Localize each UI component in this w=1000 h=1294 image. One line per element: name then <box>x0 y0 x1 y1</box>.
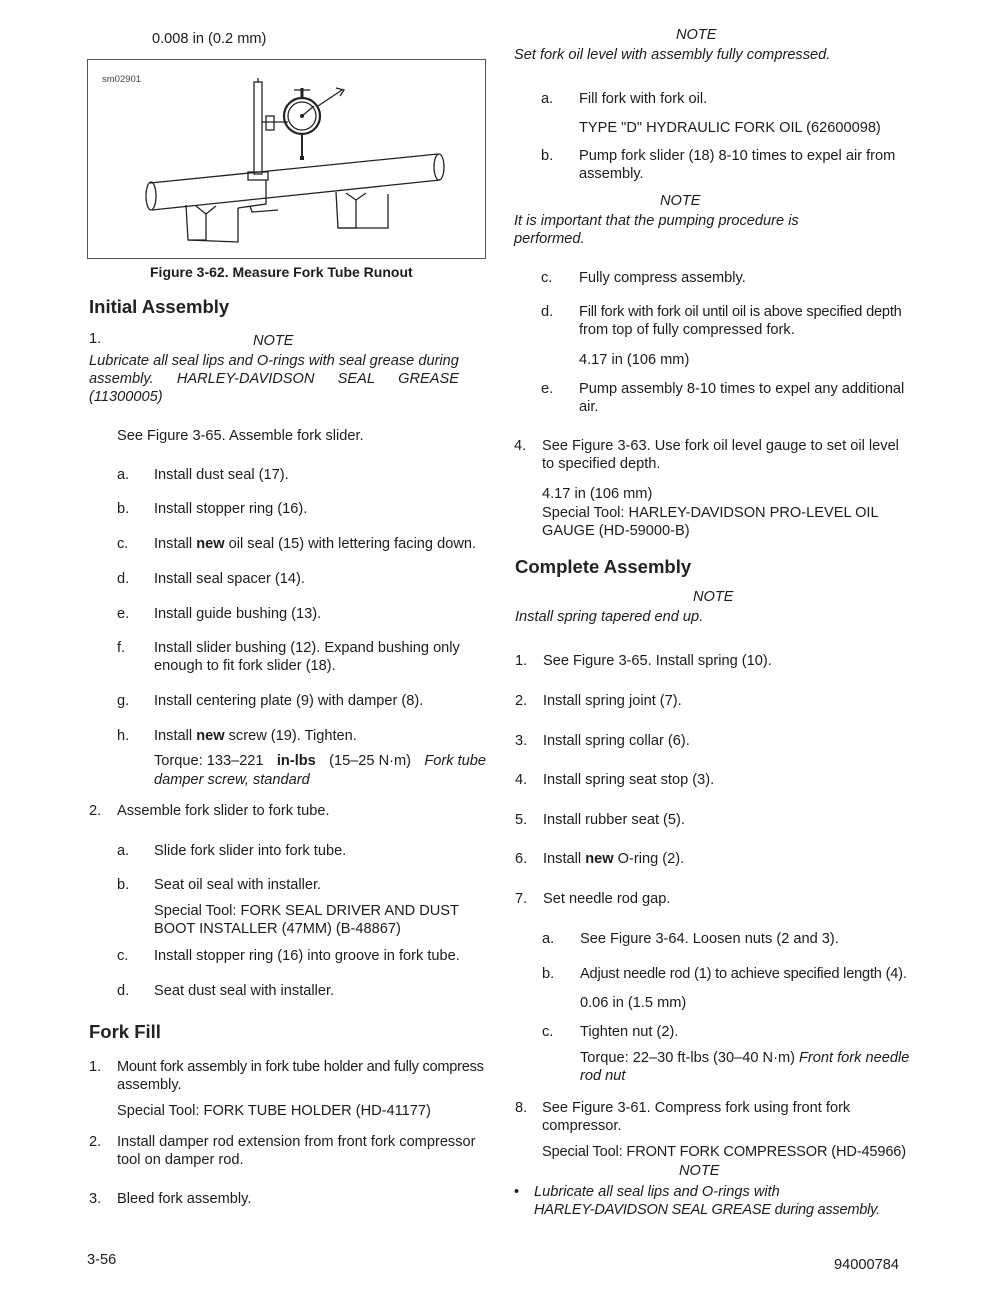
step2-d-text: Seat dust seal with installer. <box>154 983 335 999</box>
note2-line1: It is important that the pumping procedure is <box>514 213 799 229</box>
bullet-line2: HARLEY-DAVIDSON SEAL GREASE during assembly. <box>534 1202 880 1218</box>
note-lubricate-line3: (11300005) <box>89 389 163 405</box>
step2-c-text: Install stopper ring (16) into groove in fork tube. <box>154 948 460 964</box>
fill-d-letter: d. <box>541 304 554 320</box>
needle-torque-desc: Front fork needle <box>799 1050 910 1066</box>
figure-fork-runout <box>87 59 486 259</box>
item-e-letter: e. <box>117 606 130 622</box>
fill-d-line2: from top of fully compressed fork. <box>579 322 795 338</box>
ca-sub-c-text: Tighten nut (2). <box>580 1024 679 1040</box>
item-h-post: screw (19). Tighten. <box>224 728 357 744</box>
item-b-letter: b. <box>117 501 130 517</box>
fork-tube-holder-tool: Special Tool: FORK TUBE HOLDER (HD-41177) <box>117 1103 431 1119</box>
item-g-letter: g. <box>117 693 130 709</box>
figure-id: sm02901 <box>102 74 142 85</box>
document-number: 94000784 <box>834 1257 899 1273</box>
ca-sub-b-letter: b. <box>542 966 555 982</box>
bullet-dot: • <box>514 1184 520 1200</box>
ca-step-2-number: 2. <box>515 693 528 709</box>
fill-b-letter: b. <box>541 148 554 164</box>
ca-step-6-pre: Install <box>543 851 586 867</box>
fill-step-2-number: 2. <box>89 1134 102 1150</box>
step2-a-letter: a. <box>117 843 130 859</box>
fill-step-3-number: 3. <box>89 1191 102 1207</box>
step-4-line1: See Figure 3-63. Use fork oil level gauge to set oil level <box>542 438 899 454</box>
item-h-text <box>154 727 357 745</box>
ca-sub-c-letter: c. <box>542 1024 554 1040</box>
special-tool-seal-driver-line2: BOOT INSTALLER (47MM) (B-48867) <box>154 921 401 937</box>
needle-rod-gap: 0.06 in (1.5 mm) <box>580 995 687 1011</box>
fill-step-1-number: 1. <box>89 1059 102 1075</box>
ca-step-3-text: Install spring collar (6). <box>543 733 690 749</box>
note2-line2: performed. <box>514 231 585 247</box>
ca-step-4-text: Install spring seat stop (3). <box>543 772 715 788</box>
fill-a-text: Fill fork with fork oil. <box>579 91 708 107</box>
step2-d-letter: d. <box>117 983 130 999</box>
ca-step-1-number: 1. <box>515 653 528 669</box>
ca-sub-a-text: See Figure 3-64. Loosen nuts (2 and 3). <box>580 931 839 947</box>
fill-step-1-line1: Mount fork assembly in fork tube holder and fully compress <box>117 1059 484 1075</box>
ca-step-4-number: 4. <box>515 772 528 788</box>
fill-step-3-text: Bleed fork assembly. <box>117 1191 252 1207</box>
item-f-letter: f. <box>117 640 126 656</box>
fill-d-line1: Fill fork with fork oil until oil is above specified depth <box>579 304 902 320</box>
runout-spec: 0.008 in (0.2 mm) <box>152 31 267 47</box>
note1-title: NOTE <box>676 27 717 43</box>
ca-step-6-bold: new <box>585 851 614 867</box>
heading-initial-assembly: Initial Assembly <box>89 296 230 317</box>
ca-step-5-number: 5. <box>515 812 528 828</box>
note-lubricate-line1: Lubricate all seal lips and O-rings with seal grease during <box>89 353 459 369</box>
ca-step-6-text <box>543 850 684 868</box>
fill-e-line1: Pump assembly 8-10 times to expel any additional <box>579 381 905 397</box>
fill-step-2-line2: tool on damper rod. <box>117 1152 244 1168</box>
oil-type: TYPE "D" HYDRAULIC FORK OIL (62600098) <box>579 120 881 136</box>
step-1-number: 1. <box>89 331 102 347</box>
item-g-text: Install centering plate (9) with damper (8). <box>154 693 424 709</box>
item-h-pre: Install <box>154 728 197 744</box>
step2-c-letter: c. <box>117 948 129 964</box>
item-d-text: Install seal spacer (14). <box>154 571 305 587</box>
fill-c-letter: c. <box>541 270 553 286</box>
complete-note-title: NOTE <box>693 589 734 605</box>
bullet-line1: Lubricate all seal lips and O-rings with <box>534 1184 780 1200</box>
fill-b-line2: assembly. <box>579 166 644 182</box>
fill-step-1-line2: assembly. <box>117 1077 182 1093</box>
step-4-line2: to specified depth. <box>542 456 661 472</box>
note-l2-b: HARLEY-DAVIDSON <box>176 371 315 387</box>
torque-screw-line1 <box>154 752 486 770</box>
item-b-text: Install stopper ring (16). <box>154 501 308 517</box>
note-l2-a: assembly. <box>89 371 154 387</box>
special-tool-seal-driver-line1: Special Tool: FORK SEAL DRIVER AND DUST <box>154 903 459 919</box>
item-e-text: Install guide bushing (13). <box>154 606 322 622</box>
note1-text: Set fork oil level with assembly fully compressed. <box>514 47 831 63</box>
item-c-letter: c. <box>117 536 129 552</box>
ca-step-2-text: Install spring joint (7). <box>543 693 682 709</box>
ca-step-3-number: 3. <box>515 733 528 749</box>
fork-runout-illustration <box>88 60 485 258</box>
needle-nut-torque-line2: rod nut <box>580 1068 626 1084</box>
oil-depth-2: 4.17 in (106 mm) <box>542 486 653 502</box>
ca-step-6-post: O-ring (2). <box>613 851 685 867</box>
item-h-letter: h. <box>117 728 130 744</box>
compressor-note-title: NOTE <box>679 1163 720 1179</box>
needle-nut-torque-line1 <box>580 1049 909 1067</box>
item-c-pre: Install <box>154 536 197 552</box>
ca-sub-b-text: Adjust needle rod (1) to achieve specified length (4). <box>580 966 907 982</box>
note-l2-d: GREASE <box>398 371 459 387</box>
step2-a-text: Slide fork slider into fork tube. <box>154 843 347 859</box>
item-d-letter: d. <box>117 571 130 587</box>
ca-step-6-number: 6. <box>515 851 528 867</box>
item-f-line2: enough to fit fork slider (18). <box>154 658 336 674</box>
fill-a-letter: a. <box>541 91 554 107</box>
ca-step-8-line1: See Figure 3-61. Compress fork using front fork <box>542 1100 851 1116</box>
item-c-text <box>154 535 476 553</box>
page-number: 3-56 <box>87 1252 117 1268</box>
figure-caption: Figure 3-62. Measure Fork Tube Runout <box>150 264 413 280</box>
fill-e-letter: e. <box>541 381 554 397</box>
torque-metric: (15–25 N·m) <box>329 753 412 769</box>
torque-screw-line2: damper screw, standard <box>154 772 310 788</box>
note-title: NOTE <box>253 333 294 349</box>
front-fork-compressor-tool: Special Tool: FRONT FORK COMPRESSOR (HD-45966) <box>542 1144 906 1160</box>
ca-step-7-number: 7. <box>515 891 528 907</box>
fill-b-line1: Pump fork slider (18) 8-10 times to expel air from <box>579 148 896 164</box>
item-a-text: Install dust seal (17). <box>154 467 289 483</box>
step2-b-text: Seat oil seal with installer. <box>154 877 322 893</box>
step-4-number: 4. <box>514 438 527 454</box>
torque-desc: Fork tube <box>424 753 486 769</box>
step2-b-letter: b. <box>117 877 130 893</box>
pro-level-gauge-line1: Special Tool: HARLEY-DAVIDSON PRO-LEVEL OIL <box>542 505 879 521</box>
item-c-post: oil seal (15) with lettering facing down. <box>224 536 477 552</box>
item-f-line1: Install slider bushing (12). Expand bushing only <box>154 640 460 656</box>
ca-step-8-number: 8. <box>515 1100 528 1116</box>
ca-step-1-text: See Figure 3-65. Install spring (10). <box>543 653 772 669</box>
note2-title: NOTE <box>660 193 701 209</box>
see-figure-3-65: See Figure 3-65. Assemble fork slider. <box>117 428 364 444</box>
ca-step-5-text: Install rubber seat (5). <box>543 812 685 828</box>
note-l2-c: SEAL <box>337 371 375 387</box>
torque-pre: Torque: 133–221 <box>154 753 264 769</box>
item-a-letter: a. <box>117 467 130 483</box>
item-c-bold: new <box>196 536 225 552</box>
torque-unit: in-lbs <box>276 753 316 769</box>
pro-level-gauge-line2: GAUGE (HD-59000-B) <box>542 523 690 539</box>
ca-step-7-text: Set needle rod gap. <box>543 891 671 907</box>
step-2-number: 2. <box>89 803 102 819</box>
heading-fork-fill: Fork Fill <box>89 1021 161 1042</box>
fill-step-2-line1: Install damper rod extension from front fork compressor <box>117 1134 476 1150</box>
oil-depth-1: 4.17 in (106 mm) <box>579 352 690 368</box>
complete-note-text: Install spring tapered end up. <box>515 609 704 625</box>
needle-torque-pre: Torque: 22–30 ft-lbs (30–40 N·m) <box>580 1050 800 1066</box>
ca-step-8-line2: compressor. <box>542 1118 622 1134</box>
ca-sub-a-letter: a. <box>542 931 555 947</box>
item-h-bold: new <box>196 728 225 744</box>
note-lubricate-line2 <box>89 370 459 388</box>
fill-c-text: Fully compress assembly. <box>579 270 746 286</box>
fill-e-line2: air. <box>579 399 599 415</box>
heading-complete-assembly: Complete Assembly <box>515 556 692 577</box>
step-2-text: Assemble fork slider to fork tube. <box>117 803 330 819</box>
